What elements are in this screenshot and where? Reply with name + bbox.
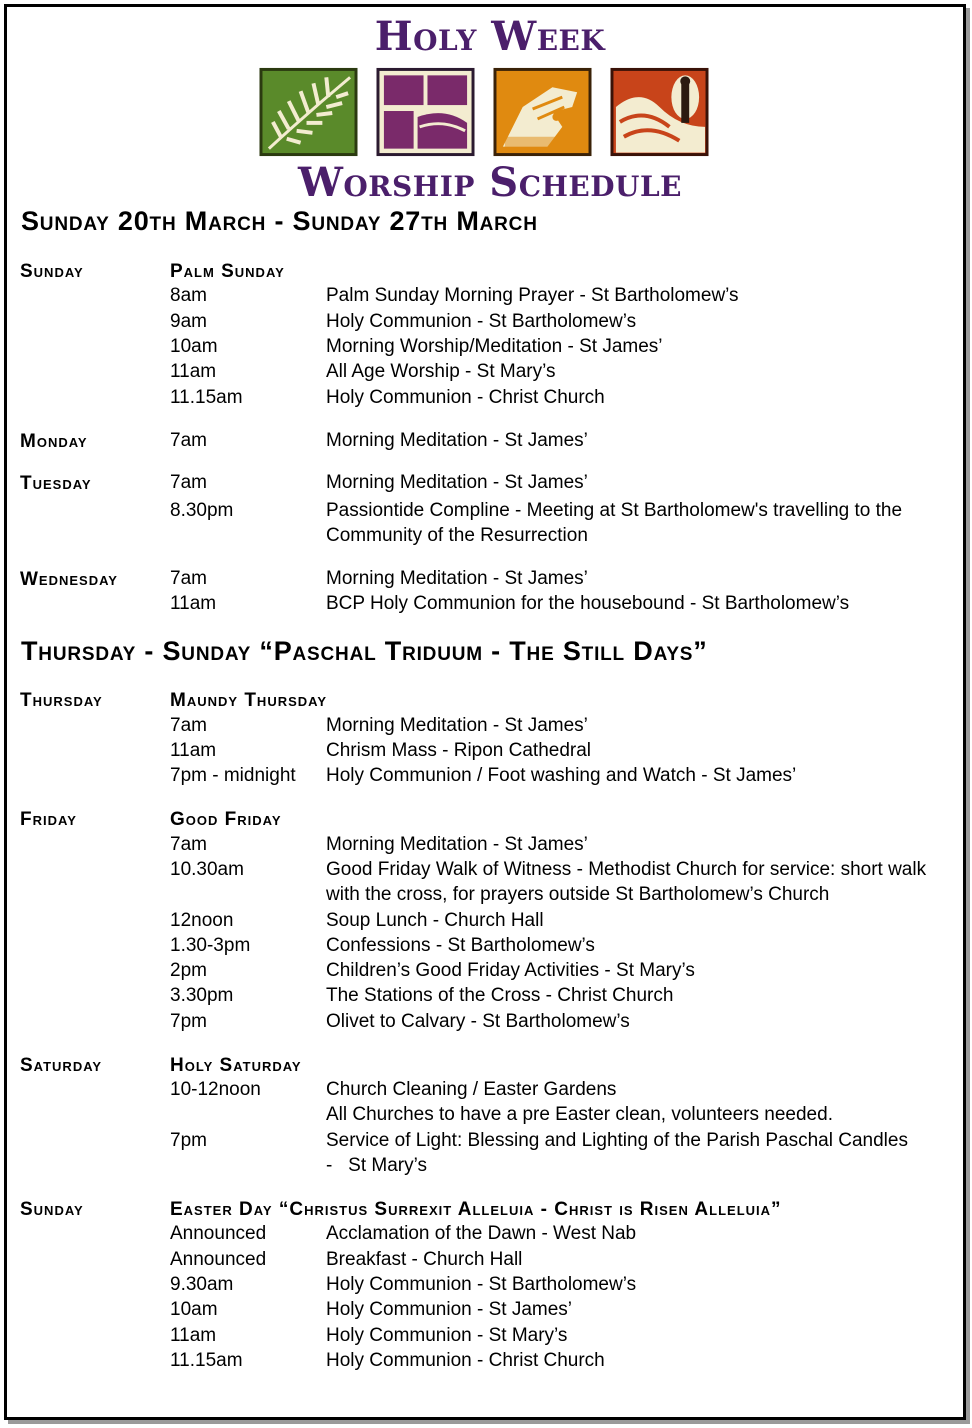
entry-time: Announced bbox=[170, 1223, 267, 1244]
bread-icon bbox=[376, 67, 475, 157]
entry-time: 11.15am bbox=[170, 1350, 243, 1371]
entry-time: 10am bbox=[170, 336, 218, 357]
entry-time: 7pm bbox=[170, 1011, 207, 1032]
entry-time: 11am bbox=[170, 593, 217, 614]
subtitle-palm-sunday: Palm Sunday bbox=[170, 261, 285, 282]
entry-time: 9.30am bbox=[170, 1274, 234, 1295]
section-title-triduum: Thursday - Sunday “Paschal Triduum - The Still Days” bbox=[21, 636, 708, 666]
subtitle-easter-day: Easter Day “Christus Surrexit Alleluia - Christ is Risen Alleluia” bbox=[170, 1199, 782, 1220]
day-label-saturday: Saturday bbox=[20, 1055, 103, 1076]
entry-time: 10-12noon bbox=[170, 1079, 261, 1100]
entry-event: Holy Communion - St Bartholomew’s bbox=[326, 1274, 637, 1295]
entry-time: 2pm bbox=[170, 960, 207, 981]
entry-time: 8.30pm bbox=[170, 500, 234, 521]
entry-event: Morning Meditation - St James’ bbox=[326, 472, 588, 493]
header-title-bottom: Worship Schedule bbox=[297, 159, 683, 206]
day-label-wednesday: Wednesday bbox=[20, 569, 118, 590]
entry-event: Confessions - St Bartholomew’s bbox=[326, 935, 595, 956]
entry-time: Announced bbox=[170, 1249, 267, 1270]
day-label-easter-sunday: Sunday bbox=[20, 1199, 84, 1220]
entry-event: Morning Worship/Meditation - St James’ bbox=[326, 336, 663, 357]
entry-time: 11am bbox=[170, 361, 217, 382]
risen-figure-icon bbox=[610, 67, 709, 157]
entry-event: Soup Lunch - Church Hall bbox=[326, 910, 544, 931]
entry-time: 7am bbox=[170, 568, 207, 589]
entry-time: 3.30pm bbox=[170, 985, 234, 1006]
entry-event: Holy Communion - St Bartholomew’s bbox=[326, 311, 637, 332]
entry-event: Holy Communion / Foot washing and Watch - St James’ bbox=[326, 765, 797, 786]
entry-time: 9am bbox=[170, 311, 207, 332]
entry-event: Morning Meditation - St James’ bbox=[326, 430, 588, 451]
entry-event: Good Friday Walk of Witness - Methodist Church for service: short walk with the cross, for prayers outside St Bartholomew’s Church bbox=[326, 859, 927, 905]
entry-time: 8am bbox=[170, 285, 207, 306]
entry-time: 10.30am bbox=[170, 859, 244, 880]
day-label-friday: Friday bbox=[20, 809, 77, 830]
entry-time: 7am bbox=[170, 834, 207, 855]
header-graphic bbox=[255, 13, 725, 206]
entry-time: 1.30-3pm bbox=[170, 935, 251, 956]
entry-event: Palm Sunday Morning Prayer - St Bartholomew’s bbox=[326, 285, 739, 306]
subtitle-maundy-thursday: Maundy Thursday bbox=[170, 690, 328, 711]
entry-time: 11am bbox=[170, 1325, 217, 1346]
hand-icon bbox=[493, 67, 592, 157]
day-label-monday: Monday bbox=[20, 431, 88, 452]
entry-event: Holy Communion - St Mary’s bbox=[326, 1325, 568, 1346]
entry-event: Holy Communion - Christ Church bbox=[326, 387, 605, 408]
entry-event: Acclamation of the Dawn - West Nab bbox=[326, 1223, 637, 1244]
entry-event: Passiontide Compline - Meeting at St Bartholomew's travelling to the Community of the Resurrection bbox=[326, 500, 903, 546]
entry-event: Church Cleaning / Easter Gardens bbox=[326, 1079, 617, 1100]
subtitle-good-friday: Good Friday bbox=[170, 809, 282, 830]
entry-event: Children’s Good Friday Activities - St Mary’s bbox=[326, 960, 695, 981]
palm-branch-icon bbox=[259, 67, 358, 157]
section-title-week: Sunday 20th March - Sunday 27th March bbox=[21, 206, 538, 236]
entry-event: BCP Holy Communion for the housebound - St Bartholomew’s bbox=[326, 593, 850, 614]
entry-time: 11am bbox=[170, 740, 217, 761]
subtitle-holy-saturday: Holy Saturday bbox=[170, 1055, 302, 1076]
entry-event: Morning Meditation - St James’ bbox=[326, 568, 588, 589]
entry-time: 10am bbox=[170, 1299, 218, 1320]
day-label-tuesday: Tuesday bbox=[20, 473, 92, 494]
entry-time: 11.15am bbox=[170, 387, 243, 408]
entry-time: 7pm bbox=[170, 1130, 207, 1151]
header-title-top: Holy Week bbox=[374, 13, 606, 60]
entry-event: Service of Light: Blessing and Lighting of the Parish Paschal Candles - St Mary’s bbox=[326, 1130, 914, 1176]
entry-event: Morning Meditation - St James’ bbox=[326, 834, 588, 855]
entry-event: All Churches to have a pre Easter clean, volunteers needed. bbox=[326, 1104, 833, 1125]
entry-event: Chrism Mass - Ripon Cathedral bbox=[326, 740, 592, 761]
entry-event: Olivet to Calvary - St Bartholomew’s bbox=[326, 1011, 630, 1032]
day-label-thursday: Thursday bbox=[20, 690, 103, 711]
entry-time: 7am bbox=[170, 472, 207, 493]
entry-event: Breakfast - Church Hall bbox=[326, 1249, 523, 1270]
entry-time: 7am bbox=[170, 715, 207, 736]
entry-event: Holy Communion - St James’ bbox=[326, 1299, 573, 1320]
entry-time: 7am bbox=[170, 430, 207, 451]
entry-event: Holy Communion - Christ Church bbox=[326, 1350, 605, 1371]
entry-event: Morning Meditation - St James’ bbox=[326, 715, 588, 736]
entry-event: All Age Worship - St Mary’s bbox=[326, 361, 556, 382]
entry-time: 12noon bbox=[170, 910, 234, 931]
entry-event: The Stations of the Cross - Christ Church bbox=[326, 985, 674, 1006]
day-label-sunday: Sunday bbox=[20, 261, 84, 282]
entry-time: 7pm - midnight bbox=[170, 765, 296, 786]
